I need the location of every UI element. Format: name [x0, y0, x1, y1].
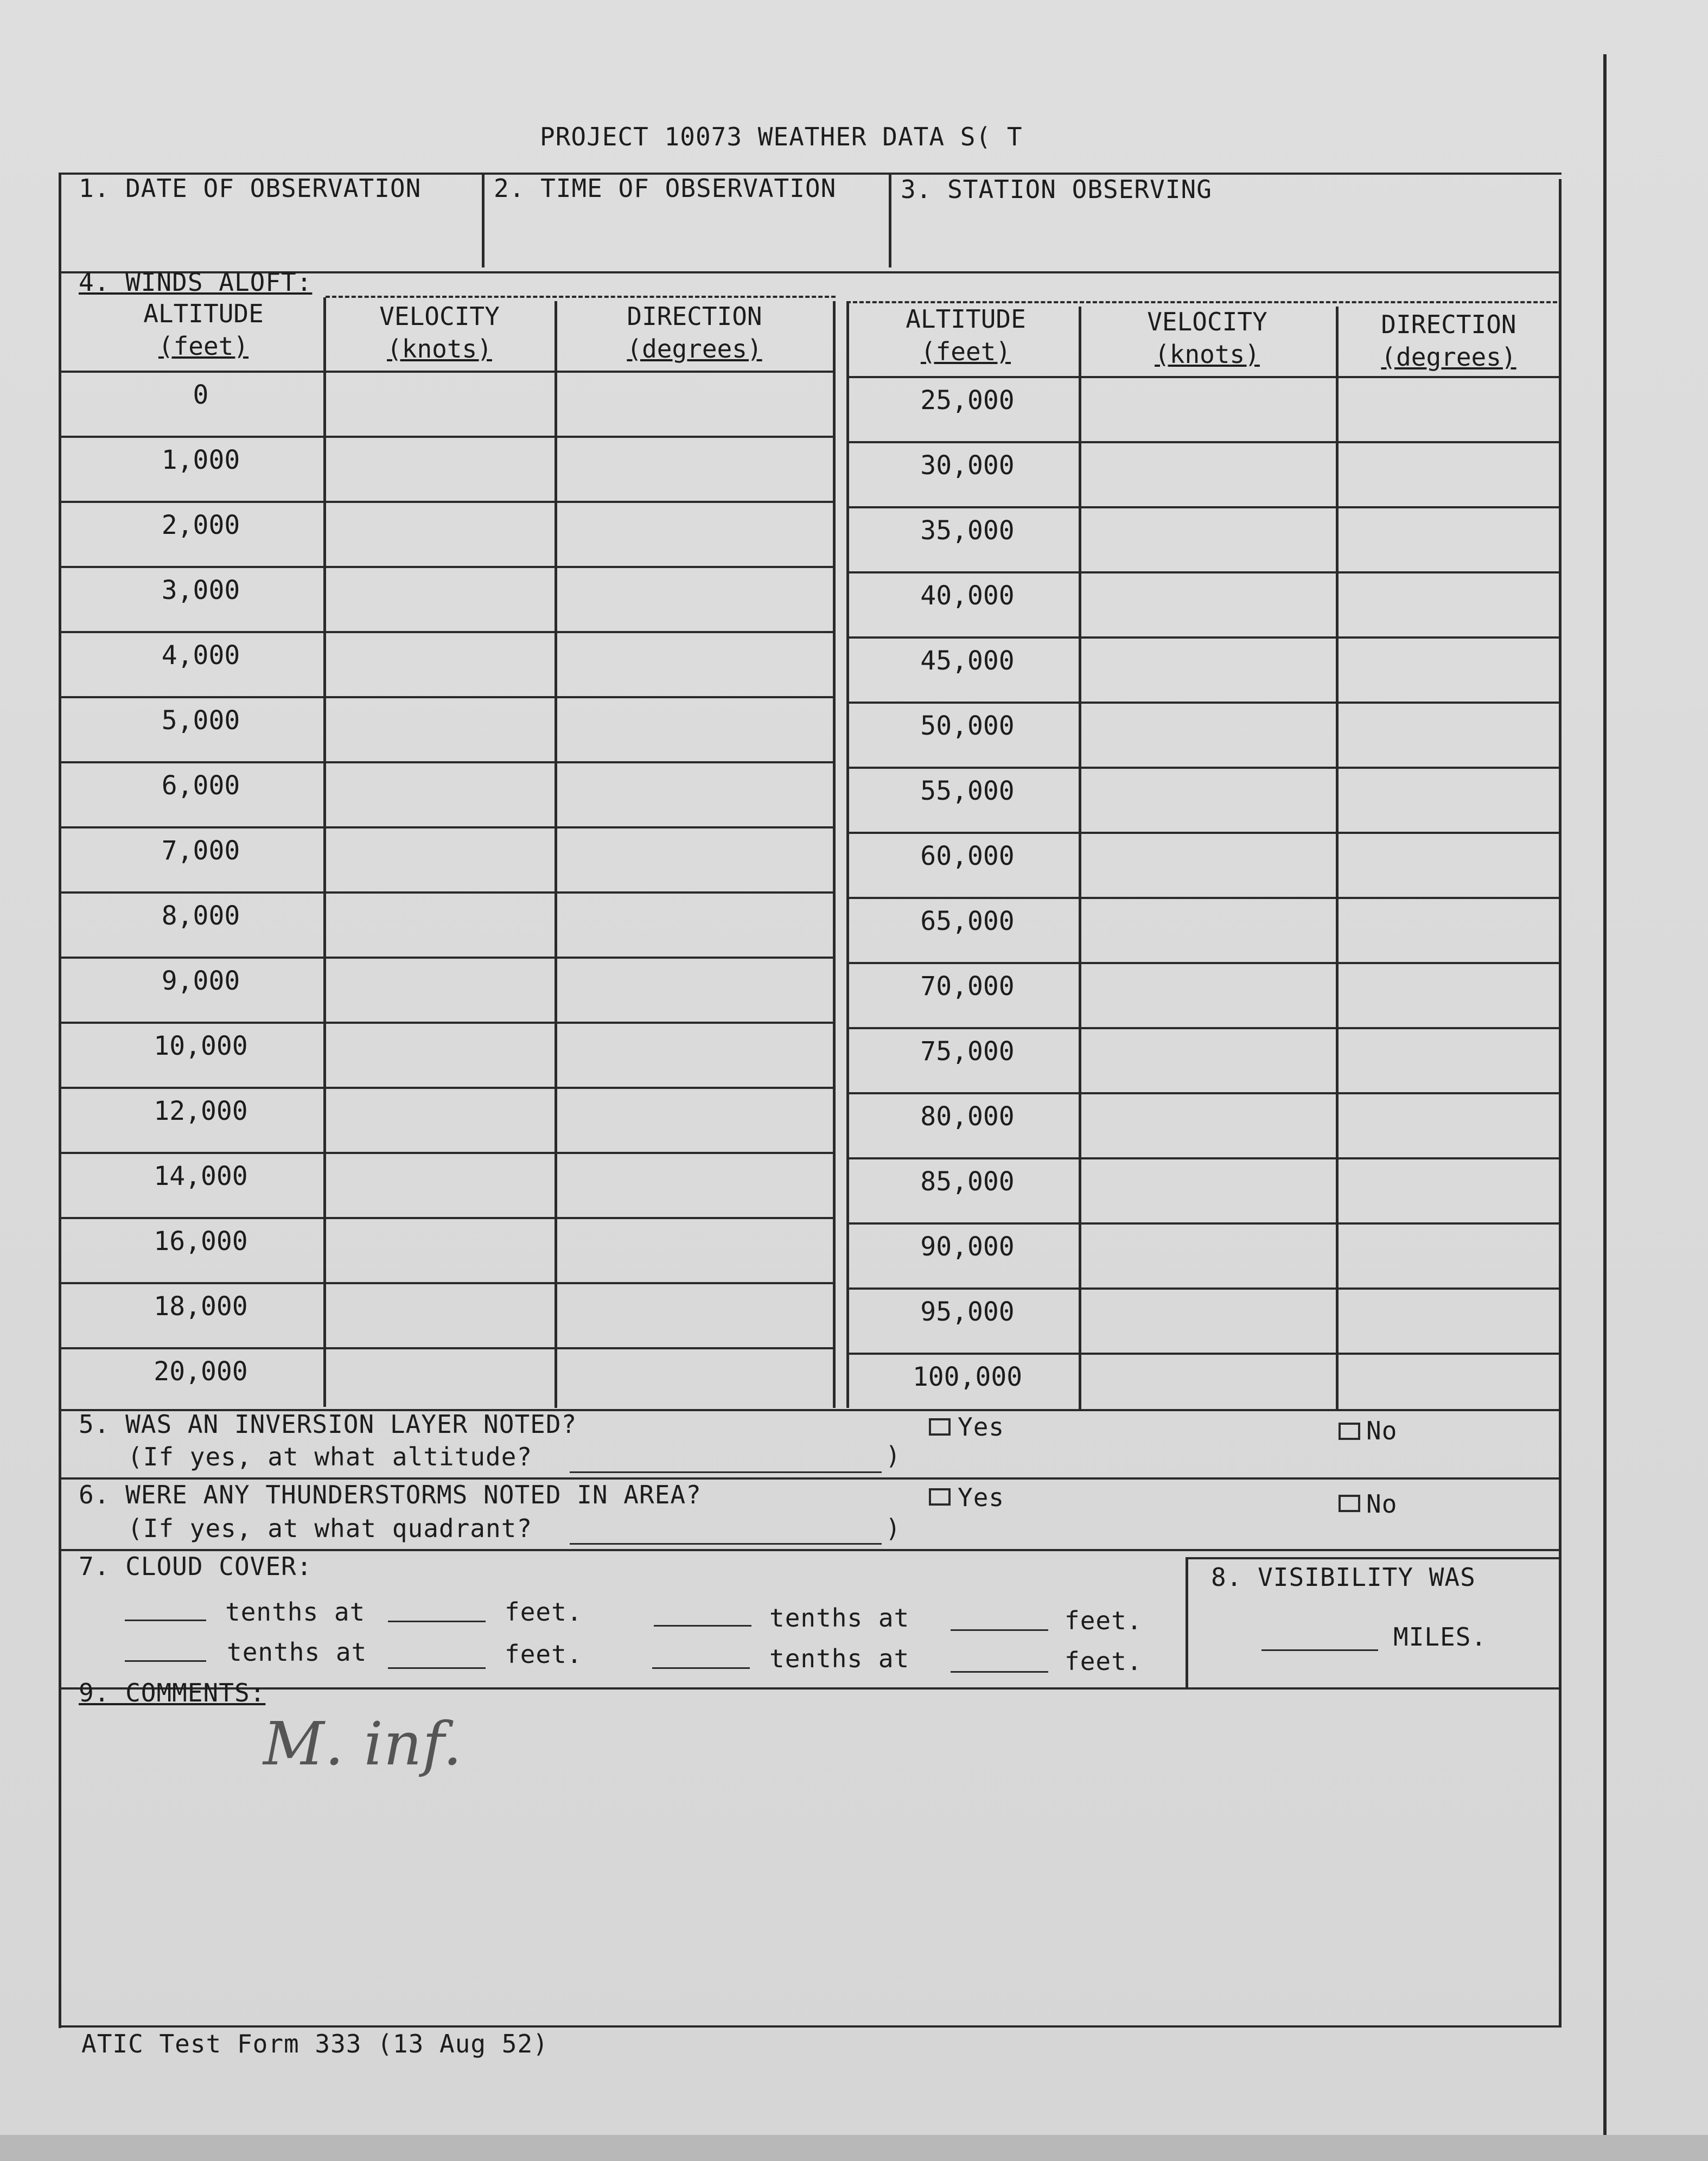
left-col-line-2 [555, 301, 557, 1408]
right-row-divider [847, 441, 1559, 443]
cloud-tenths-at-4: tenths at [769, 1644, 910, 1673]
left-row-divider [59, 761, 834, 763]
cloud-tenths-at-3: tenths at [227, 1637, 367, 1667]
thunderstorm-no-checkbox[interactable] [1339, 1495, 1360, 1512]
thunderstorm-yes-checkbox[interactable] [929, 1488, 951, 1506]
left-altitude-cell: 6,000 [161, 770, 240, 801]
left-row-divider [59, 1347, 834, 1349]
right-row-divider [847, 376, 1559, 378]
left-altitude-cell: 9,000 [161, 966, 240, 996]
right-row-divider [847, 571, 1559, 573]
right-direction-header [1337, 308, 1560, 373]
left-row-divider [59, 1022, 834, 1024]
cloud-tenths-at-1: tenths at [225, 1597, 366, 1627]
right-row-divider [847, 767, 1559, 769]
date-of-observation-label: 1. DATE OF OBSERVATION [79, 174, 422, 203]
right-altitude-cell: 90,000 [920, 1232, 1015, 1262]
cloud-tenths-field-4[interactable] [652, 1667, 750, 1669]
inversion-yes-checkbox[interactable] [929, 1418, 951, 1436]
right-col-line-2 [1336, 307, 1339, 1411]
visibility-label: 8. VISIBILITY WAS [1211, 1563, 1476, 1592]
left-row-divider [59, 501, 834, 503]
left-row-divider [59, 1282, 834, 1284]
comments-label: 9. COMMENTS: [79, 1678, 266, 1707]
right-row-divider [847, 1287, 1559, 1290]
left-altitude-cell: 20,000 [154, 1356, 248, 1387]
right-row-divider [847, 962, 1559, 964]
left-row-divider [59, 826, 834, 828]
inversion-no-label: No [1366, 1416, 1398, 1445]
thunderstorm-quadrant-field[interactable] [570, 1543, 882, 1545]
direction-header-text: DIRECTION [627, 302, 762, 331]
right-row-divider [847, 832, 1559, 834]
right-altitude-cell: 25,000 [920, 385, 1015, 416]
winds-aloft-label: 4. WINDS ALOFT: [79, 267, 313, 297]
right-row-divider [847, 636, 1559, 639]
velocity-unit-text: (knots) [387, 334, 492, 364]
right-altitude-cell: 80,000 [920, 1101, 1015, 1132]
divider-7-9 [59, 1687, 1562, 1690]
cloud-feet-3: feet. [505, 1640, 583, 1669]
right-velocity-header [1080, 305, 1335, 371]
inversion-close-paren: ) [885, 1441, 901, 1470]
right-altitude-cell: 30,000 [920, 450, 1015, 481]
right-altitude-cell: 100,000 [912, 1362, 1023, 1392]
inversion-altitude-field[interactable] [570, 1471, 882, 1473]
right-altitude-cell: 95,000 [920, 1297, 1015, 1327]
right-row-divider [847, 1027, 1559, 1029]
divider-7-8 [1186, 1557, 1188, 1687]
cloud-tenths-at-2: tenths at [769, 1603, 910, 1633]
right-altitude-cell: 50,000 [920, 711, 1015, 741]
scan-bottom-strip [0, 2135, 1708, 2161]
right-altitude-cell: 35,000 [920, 515, 1015, 546]
right-altitude-cell: 60,000 [920, 841, 1015, 871]
right-altitude-cell: 70,000 [920, 971, 1015, 1002]
thunderstorm-yes-label: Yes [958, 1483, 1005, 1512]
frame-bottom [59, 2025, 1562, 2028]
left-row-divider [59, 631, 834, 633]
left-col-line-3 [833, 301, 836, 1408]
left-altitude-cell: 18,000 [154, 1291, 248, 1322]
left-altitude-cell: 10,000 [154, 1031, 248, 1061]
altitude-header-text: ALTITUDE [906, 304, 1026, 334]
direction-unit-text: (degrees) [627, 334, 762, 364]
left-altitude-cell: 0 [193, 380, 209, 410]
left-row-divider [59, 696, 834, 698]
station-observing-label: 3. STATION OBSERVING [901, 175, 1212, 204]
cloud-feet-2: feet. [1065, 1606, 1143, 1635]
left-altitude-cell: 14,000 [154, 1161, 248, 1191]
velocity-unit-text: (knots) [1155, 340, 1260, 369]
left-row-divider [59, 957, 834, 959]
left-altitude-cell: 1,000 [161, 445, 240, 475]
cloud-tenths-field-3[interactable] [125, 1660, 206, 1662]
right-row-divider [847, 702, 1559, 704]
winds-dashed-top-left [326, 296, 836, 298]
left-altitude-cell: 8,000 [161, 901, 240, 931]
right-row-divider [847, 897, 1559, 899]
right-altitude-header [855, 303, 1077, 368]
left-altitude-header [81, 297, 326, 362]
left-velocity-header [326, 300, 553, 365]
thunderstorm-no-label: No [1366, 1489, 1398, 1519]
cloud-feet-field-4[interactable] [951, 1671, 1048, 1673]
divider-5-6 [59, 1477, 1562, 1480]
left-row-divider [59, 371, 834, 373]
form-title: PROJECT 10073 WEATHER DATA S( T [540, 122, 1023, 151]
right-row-divider [847, 1222, 1559, 1225]
left-row-divider [59, 436, 834, 438]
left-altitude-cell: 16,000 [154, 1226, 248, 1257]
left-row-divider [59, 566, 834, 568]
time-of-observation-label: 2. TIME OF OBSERVATION [494, 174, 837, 203]
right-altitude-cell: 85,000 [920, 1166, 1015, 1197]
right-row-divider [847, 506, 1559, 508]
frame-left [59, 173, 61, 2028]
left-row-divider [59, 891, 834, 894]
altitude-unit-text: (feet) [920, 337, 1011, 366]
visibility-miles-field[interactable] [1261, 1649, 1378, 1651]
thunderstorm-question: 6. WERE ANY THUNDERSTORMS NOTED IN AREA? [79, 1480, 702, 1509]
velocity-header-text: VELOCITY [1147, 307, 1267, 336]
left-row-divider [59, 1217, 834, 1219]
form-footer: ATIC Test Form 333 (13 Aug 52) [81, 2029, 549, 2058]
thunderstorm-followup: (If yes, at what quadrant? [128, 1514, 533, 1543]
left-altitude-cell: 2,000 [161, 510, 240, 540]
cloud-feet-field-1[interactable] [388, 1621, 486, 1622]
left-row-divider [59, 1087, 834, 1089]
frame-right [1559, 179, 1562, 2026]
cloud-cover-label: 7. CLOUD COVER: [79, 1552, 313, 1581]
right-altitude-cell: 65,000 [920, 906, 1015, 936]
page-edge-shadow [1603, 54, 1607, 2143]
thunderstorm-close-paren: ) [885, 1514, 901, 1543]
left-row-divider [59, 1152, 834, 1154]
inversion-question: 5. WAS AN INVERSION LAYER NOTED? [79, 1410, 577, 1439]
left-altitude-cell: 7,000 [161, 836, 240, 866]
right-altitude-cell: 40,000 [920, 581, 1015, 611]
left-altitude-cell: 4,000 [161, 640, 240, 671]
right-row-divider [847, 1092, 1559, 1094]
left-altitude-cell: 12,000 [154, 1096, 248, 1126]
right-altitude-cell: 75,000 [920, 1036, 1015, 1067]
direction-header-text: DIRECTION [1381, 310, 1516, 339]
direction-unit-text: (degrees) [1381, 342, 1516, 372]
right-altitude-cell: 45,000 [920, 646, 1015, 676]
divider-2-3 [889, 173, 891, 267]
divider-1-2 [482, 173, 485, 267]
cloud-feet-4: feet. [1065, 1647, 1143, 1676]
velocity-header-text: VELOCITY [379, 302, 500, 331]
left-direction-header [556, 300, 833, 365]
right-row-divider [847, 1157, 1559, 1159]
divider-6-7 [59, 1549, 1562, 1551]
altitude-header-text: ALTITUDE [143, 299, 264, 328]
inversion-followup: (If yes, at what altitude? [128, 1442, 533, 1471]
left-altitude-cell: 5,000 [161, 705, 240, 736]
inversion-yes-label: Yes [958, 1412, 1005, 1442]
altitude-unit-text: (feet) [158, 332, 249, 361]
cloud-tenths-field-2[interactable] [654, 1625, 751, 1627]
visibility-unit: MILES. [1393, 1622, 1487, 1652]
visibility-top-line [1186, 1557, 1560, 1559]
right-row-divider [847, 1353, 1559, 1355]
cloud-tenths-field-1[interactable] [125, 1620, 206, 1621]
inversion-no-checkbox[interactable] [1339, 1423, 1360, 1440]
cloud-feet-field-3[interactable] [388, 1667, 486, 1669]
cloud-feet-field-2[interactable] [951, 1629, 1048, 1631]
cloud-feet-1: feet. [505, 1597, 583, 1627]
left-altitude-cell: 3,000 [161, 575, 240, 605]
handwritten-comment: M. inf. [263, 1709, 463, 1778]
right-altitude-cell: 55,000 [920, 776, 1015, 806]
